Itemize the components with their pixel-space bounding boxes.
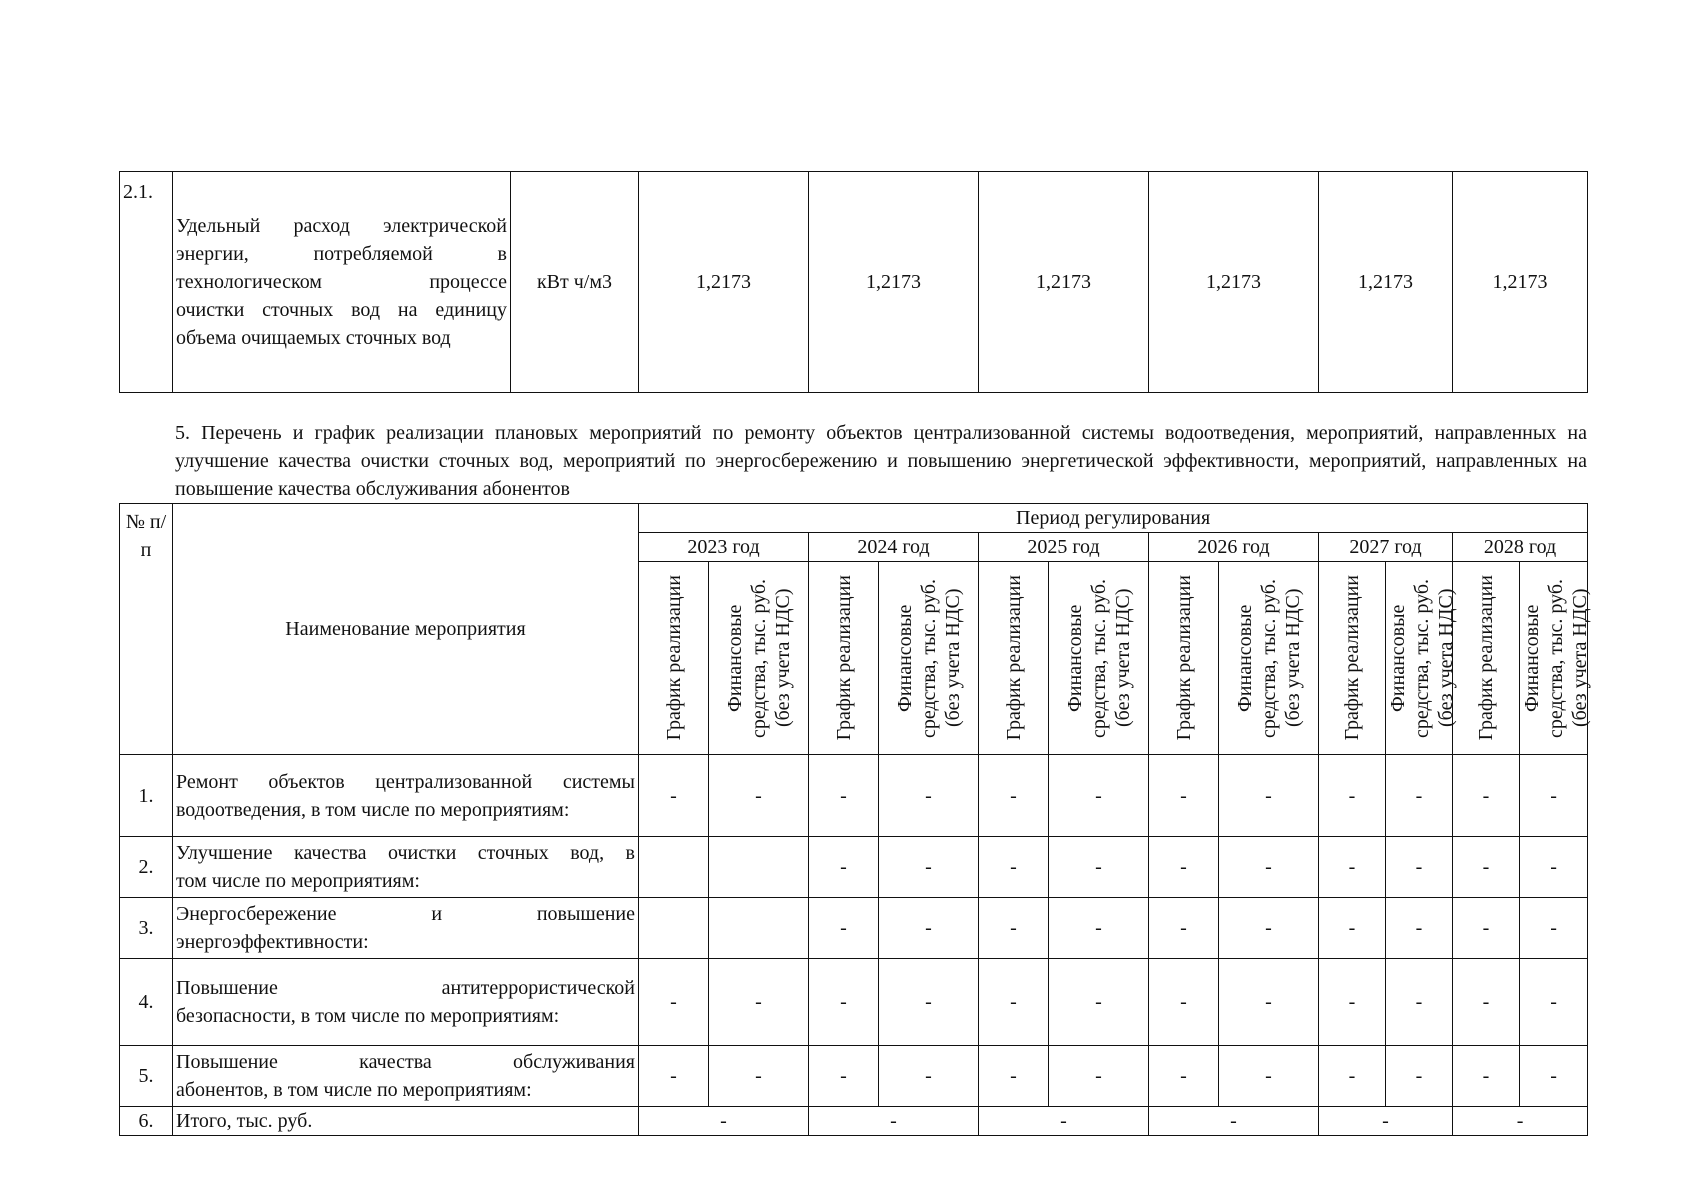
cell: - bbox=[1453, 1046, 1520, 1107]
cell: - bbox=[1386, 1046, 1453, 1107]
cell: - bbox=[879, 1046, 979, 1107]
header-schedule-2026: График реализации bbox=[1149, 562, 1219, 755]
cell: - bbox=[809, 959, 879, 1046]
cell: - bbox=[1219, 959, 1319, 1046]
measures-table bbox=[119, 503, 1591, 1136]
header-year-2024: 2024 год bbox=[809, 533, 979, 562]
total-2024: - bbox=[809, 1107, 979, 1136]
indicator-row bbox=[120, 172, 1588, 393]
header-year-2023: 2023 год bbox=[639, 533, 809, 562]
indicator-value-2027: 1,2173 bbox=[1319, 172, 1453, 393]
header-schedule-2028: График реализации bbox=[1453, 562, 1520, 755]
cell: - bbox=[1219, 1046, 1319, 1107]
cell: - bbox=[1520, 755, 1588, 837]
cell: - bbox=[639, 1046, 709, 1107]
cell: - bbox=[1520, 959, 1588, 1046]
header-finance-2028: Финансовые средства, тыс. руб. (без учета НДС) bbox=[1520, 562, 1588, 755]
total-row bbox=[120, 1107, 1588, 1136]
cell: - bbox=[1319, 1046, 1386, 1107]
indicator-unit: кВт ч/м3 bbox=[511, 172, 639, 393]
total-2025: - bbox=[979, 1107, 1149, 1136]
cell bbox=[709, 837, 809, 898]
total-2028: - bbox=[1453, 1107, 1588, 1136]
cell: - bbox=[1049, 1046, 1149, 1107]
cell: - bbox=[1453, 959, 1520, 1046]
header-year-2027: 2027 год bbox=[1319, 533, 1453, 562]
indicator-value-2023: 1,2173 bbox=[639, 172, 809, 393]
cell: - bbox=[1149, 1046, 1219, 1107]
indicator-value-2025: 1,2173 bbox=[979, 172, 1149, 393]
row-number: 1. bbox=[120, 755, 173, 837]
cell: - bbox=[639, 755, 709, 837]
header-num: № п/п bbox=[120, 504, 173, 755]
cell: - bbox=[1219, 755, 1319, 837]
header-finance-2026: Финансовые средства, тыс. руб. (без учета НДС) bbox=[1219, 562, 1319, 755]
table-row bbox=[120, 837, 1588, 898]
indicator-value-2028: 1,2173 bbox=[1453, 172, 1588, 393]
row-name: Улучшение качества очистки сточных вод, в том числе по мероприятиям: bbox=[173, 837, 639, 898]
header-finance-2023: Финансовые средства, тыс. руб. (без учета НДС) bbox=[709, 562, 809, 755]
cell: - bbox=[1520, 1046, 1588, 1107]
section-5-title: 5. Перечень и график реализации плановых мероприятий по ремонту объектов централизованной системы водоотведения, мероприятий, направленных на улучшение качества очистки сточных вод, мероприятий по энергосбережению и повышению энергетической эффективности, мероприятий, направленных на повышение качества обслуживания абонентов bbox=[175, 422, 1587, 500]
cell: - bbox=[709, 959, 809, 1046]
cell: - bbox=[809, 1046, 879, 1107]
cell bbox=[709, 898, 809, 959]
total-2027: - bbox=[1319, 1107, 1453, 1136]
row-name: Энергосбережение и повышение энергоэффективности: bbox=[173, 898, 639, 959]
cell bbox=[639, 898, 709, 959]
cell: - bbox=[1149, 959, 1219, 1046]
indicator-value-2024: 1,2173 bbox=[809, 172, 979, 393]
indicator-table bbox=[119, 171, 1588, 393]
cell: - bbox=[1453, 755, 1520, 837]
cell: - bbox=[1319, 959, 1386, 1046]
cell: - bbox=[709, 755, 809, 837]
row-name: Повышение антитеррористической безопасности, в том числе по мероприятиям: bbox=[173, 959, 639, 1046]
indicator-value-2026: 1,2173 bbox=[1149, 172, 1319, 393]
cell: - bbox=[1453, 898, 1520, 959]
cell: - bbox=[979, 837, 1049, 898]
row-name: Ремонт объектов централизованной системы водоотведения, в том числе по мероприятиям: bbox=[173, 755, 639, 837]
cell: - bbox=[1149, 837, 1219, 898]
total-2026: - bbox=[1149, 1107, 1319, 1136]
cell: - bbox=[1386, 755, 1453, 837]
cell: - bbox=[809, 898, 879, 959]
cell: - bbox=[1520, 898, 1588, 959]
cell: - bbox=[879, 959, 979, 1046]
header-year-2028: 2028 год bbox=[1453, 533, 1588, 562]
cell: - bbox=[1453, 837, 1520, 898]
cell: - bbox=[879, 755, 979, 837]
table-row bbox=[120, 898, 1588, 959]
cell: - bbox=[639, 959, 709, 1046]
row-number: 6. bbox=[120, 1107, 173, 1136]
row-number: 4. bbox=[120, 959, 173, 1046]
cell: - bbox=[1049, 959, 1149, 1046]
cell: - bbox=[1219, 898, 1319, 959]
header-year-2026: 2026 год bbox=[1149, 533, 1319, 562]
cell: - bbox=[979, 1046, 1049, 1107]
cell: - bbox=[809, 755, 879, 837]
total-2023: - bbox=[639, 1107, 809, 1136]
cell: - bbox=[1149, 755, 1219, 837]
indicator-number: 2.1. bbox=[120, 172, 173, 393]
header-schedule-2025: График реализации bbox=[979, 562, 1049, 755]
cell bbox=[639, 837, 709, 898]
table-row bbox=[120, 1046, 1588, 1107]
cell: - bbox=[979, 755, 1049, 837]
header-finance-2027: Финансовые средства, тыс. руб. (без учета НДС) bbox=[1386, 562, 1453, 755]
header-schedule-2024: График реализации bbox=[809, 562, 879, 755]
table-row bbox=[120, 959, 1588, 1046]
header-schedule-2023: График реализации bbox=[639, 562, 709, 755]
cell: - bbox=[1319, 755, 1386, 837]
cell: - bbox=[1219, 837, 1319, 898]
cell: - bbox=[1386, 898, 1453, 959]
cell: - bbox=[1049, 837, 1149, 898]
cell: - bbox=[1319, 837, 1386, 898]
cell: - bbox=[809, 837, 879, 898]
cell: - bbox=[709, 1046, 809, 1107]
header-year-2025: 2025 год bbox=[979, 533, 1149, 562]
total-label: Итого, тыс. руб. bbox=[173, 1107, 639, 1136]
cell: - bbox=[1386, 837, 1453, 898]
row-number: 2. bbox=[120, 837, 173, 898]
header-row-period bbox=[120, 504, 1588, 533]
header-period: Период регулирования bbox=[639, 504, 1588, 533]
cell: - bbox=[1049, 898, 1149, 959]
header-schedule-2027: График реализации bbox=[1319, 562, 1386, 755]
table-row bbox=[120, 755, 1588, 837]
row-number: 5. bbox=[120, 1046, 173, 1107]
row-name: Повышение качества обслуживания абонентов, в том числе по мероприятиям: bbox=[173, 1046, 639, 1107]
row-number: 3. bbox=[120, 898, 173, 959]
cell: - bbox=[1049, 755, 1149, 837]
cell: - bbox=[879, 837, 979, 898]
header-finance-2025: Финансовые средства, тыс. руб. (без учета НДС) bbox=[1049, 562, 1149, 755]
cell: - bbox=[979, 959, 1049, 1046]
cell: - bbox=[1386, 959, 1453, 1046]
cell: - bbox=[979, 898, 1049, 959]
header-finance-2024: Финансовые средства, тыс. руб. (без учета НДС) bbox=[879, 562, 979, 755]
indicator-description: Удельный расход электрической энергии, потребляемой в технологическом процессе очистки сточных вод на единицу объема очищаемых сточных вод bbox=[173, 172, 511, 393]
cell: - bbox=[1319, 898, 1386, 959]
cell: - bbox=[1149, 898, 1219, 959]
cell: - bbox=[879, 898, 979, 959]
header-name: Наименование мероприятия bbox=[173, 504, 639, 755]
cell: - bbox=[1520, 837, 1588, 898]
